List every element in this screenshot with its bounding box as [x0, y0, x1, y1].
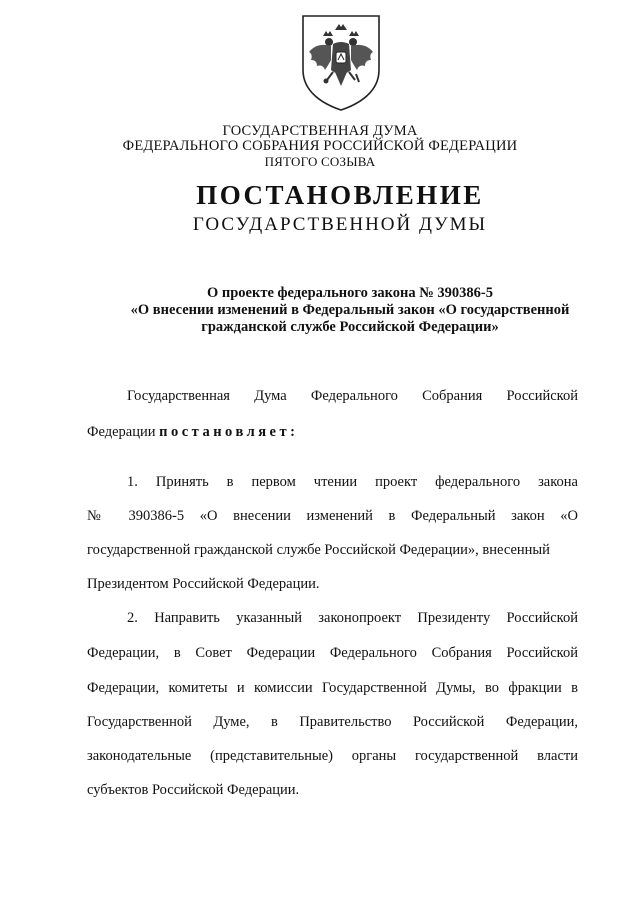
paragraph-1-line-2: № 390386-5 «О внесении изменений в Федеральный закон «О: [87, 508, 578, 524]
paragraph-2-line-4: Государственной Думе, в Правительство Российской Федерации,: [87, 714, 578, 730]
coat-of-arms-emblem: [295, 12, 387, 112]
preamble-text: Федерации: [87, 424, 156, 440]
resolves-keyword: постановляет:: [159, 424, 299, 440]
paragraph-2-line-3: Федерации, комитеты и комиссии Государственной Думы, во фракции в: [87, 680, 578, 696]
paragraph-1-line-4: Президентом Российской Федерации.: [87, 576, 320, 592]
preamble-line-1: Государственная Дума Федерального Собрания Российской: [127, 388, 578, 404]
paragraph-1-line-3: государственной гражданской службе Российской Федерации», внесенный: [87, 542, 550, 558]
paragraph-2-line-5: законодательные (представительные) органы государственной власти: [87, 748, 578, 764]
header-line-2: ФЕДЕРАЛЬНОГО СОБРАНИЯ РОССИЙСКОЙ ФЕДЕРАЦИИ: [122, 138, 518, 154]
double-headed-eagle-icon: [295, 12, 387, 112]
paragraph-2-line-2: Федерации, в Совет Федерации Федерального Собрания Российской: [87, 645, 578, 661]
document-subtitle: ГОСУДАРСТВЕННОЙ ДУМЫ: [192, 214, 488, 235]
paragraph-2-line-1: 2. Направить указанный законопроект Президенту Российской: [127, 610, 578, 626]
document-title: ПОСТАНОВЛЕНИЕ: [196, 180, 484, 210]
preamble-line-2: [87, 423, 578, 441]
header-line-1: ГОСУДАРСТВЕННАЯ ДУМА: [222, 123, 418, 139]
paragraph-2-line-6: субъектов Российской Федерации.: [87, 782, 300, 798]
paragraph-1-line-1: 1. Принять в первом чтении проект федерального закона: [127, 474, 578, 490]
subject-line-2: «О внесении изменений в Федеральный закон «О государственной: [130, 302, 570, 318]
header-line-3: ПЯТОГО СОЗЫВА: [264, 154, 376, 169]
subject-line-3: гражданской службе Российской Федерации»: [201, 319, 499, 335]
subject-line-1: О проекте федерального закона № 390386-5: [206, 285, 494, 301]
